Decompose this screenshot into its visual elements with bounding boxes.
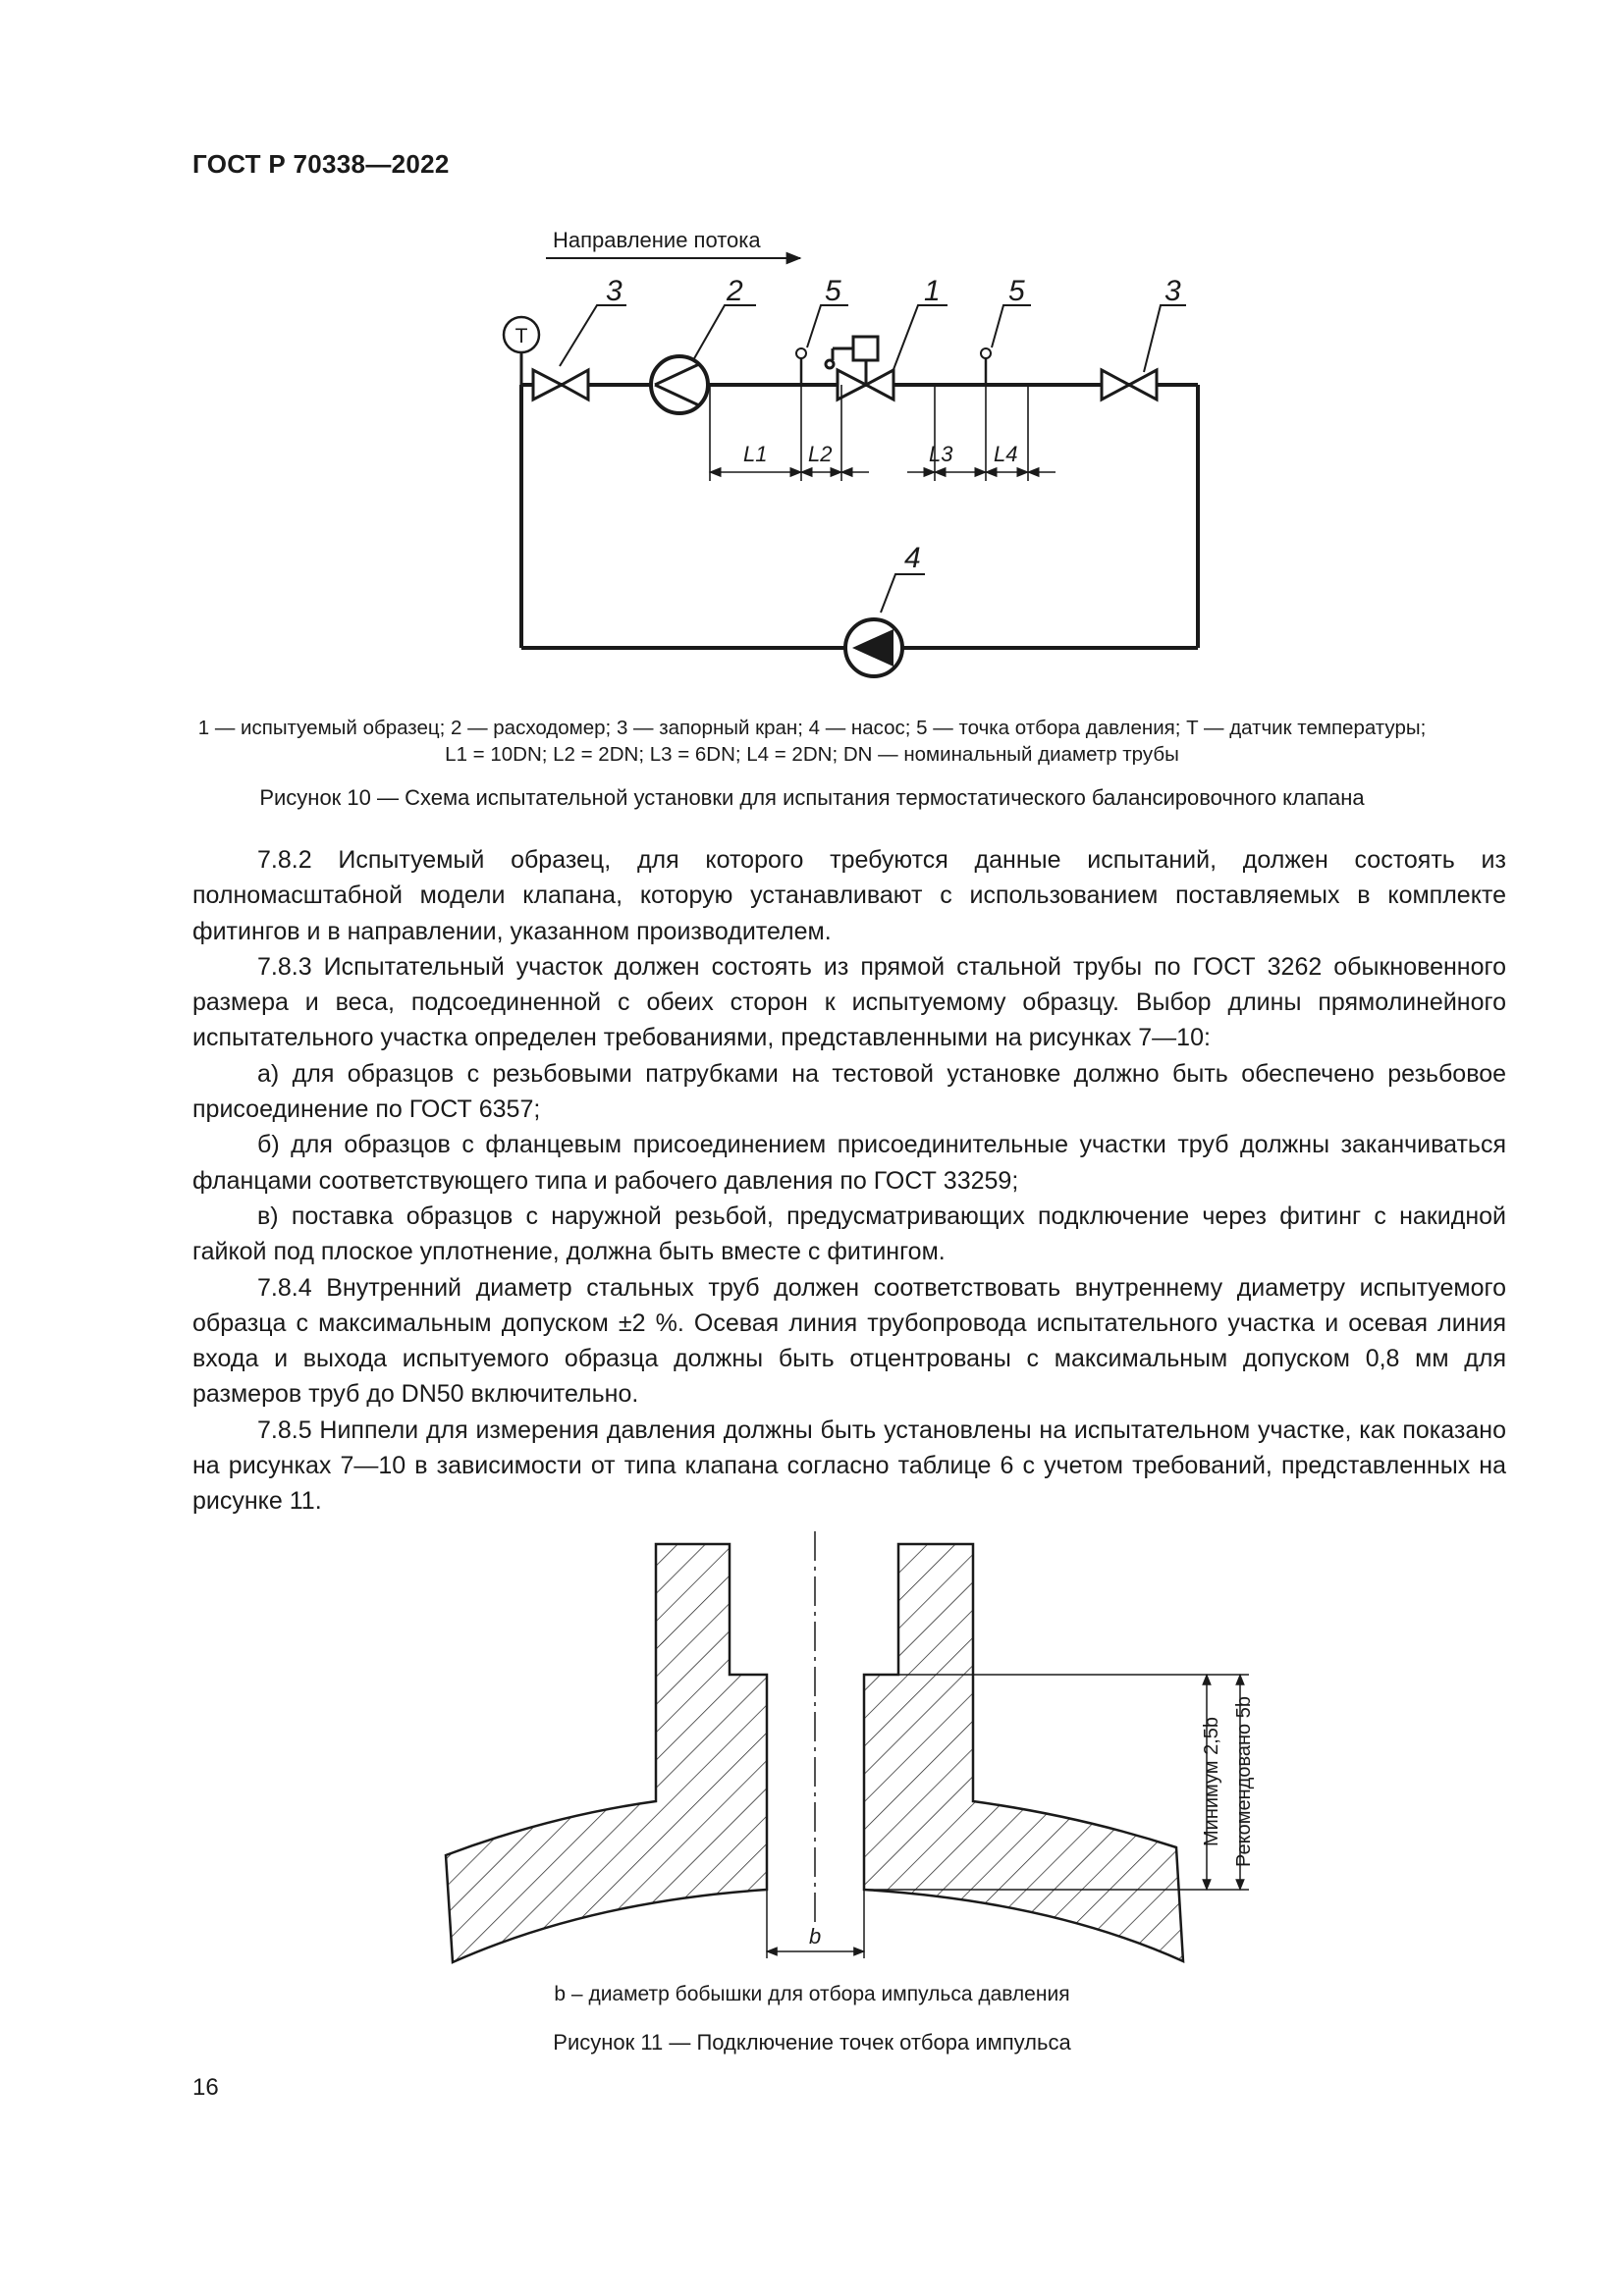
dim-l4: L4 — [994, 442, 1018, 466]
callout-4: 4 — [904, 542, 921, 574]
callout-3-right: 3 — [1164, 275, 1181, 307]
fitting-body-left — [446, 1544, 767, 1962]
figure-10-caption: Рисунок 10 — Схема испытательной установки для испытания термостатического балансировочного клапана — [259, 785, 1365, 810]
document-header: ГОСТ Р 70338—2022 — [192, 149, 450, 179]
pump-icon — [845, 619, 902, 676]
fitting-body-right — [864, 1544, 1183, 1961]
figure-11-diagram — [0, 1512, 1624, 2002]
dim-b: b — [809, 1924, 822, 1949]
shutoff-valve-left-icon — [533, 370, 588, 400]
paragraph-7-8-3-a: а) для образцов с резьбовыми патрубками на тестовой установке должно быть обеспечено резьбовое присоединение по ГОСТ 6357; — [192, 1059, 1506, 1124]
figure-10-diagram — [0, 216, 1624, 707]
paragraph-7-8-3-b: б) для образцов с фланцевым присоединением присоединительные участки труб должны заканчиваться фланцами соответствующего типа и рабочего давления по ГОСТ 33259; — [192, 1131, 1506, 1195]
body-text — [192, 842, 1506, 1520]
callout-1: 1 — [924, 275, 941, 307]
dim-l1: L1 — [743, 442, 768, 466]
pressure-tap-icon — [981, 348, 991, 358]
dim-recommended: Рекомендовано 5b — [1233, 1696, 1255, 1867]
pipe-loop — [521, 385, 1198, 648]
paragraph-7-8-4: 7.8.4 Внутренний диаметр стальных труб должен соответствовать внутреннему диаметру испытуемого образца с максимальным допуском ±2 %. Осевая линия трубопровода испытательного участка и осевая линия входа и выхода испытуемого образца должны быть отцентрованы с максимальным допуском 0,8 мм для размеров труб до DN50 включительно. — [192, 1273, 1506, 1409]
callout-5-right: 5 — [1008, 275, 1025, 307]
dim-l3: L3 — [929, 442, 953, 466]
thermostatic-valve-icon — [826, 337, 893, 400]
pressure-tap-icon — [796, 348, 806, 358]
legend-line-2: L1 = 10DN; L2 = 2DN; L3 = 6DN; L4 = 2DN; DN — номинальный диаметр трубы — [445, 743, 1179, 766]
legend-line-1: 1 — испытуемый образец; 2 — расходомер; 3 — запорный кран; 4 — насос; 5 — точка отбора давления; T — датчик температуры; — [197, 717, 1427, 739]
dimension-lines — [710, 385, 1056, 481]
temperature-sensor-label: T — [514, 325, 528, 347]
figure-10-legend — [147, 715, 1477, 768]
figure-11-caption: Рисунок 11 — Подключение точек отбора импульса — [553, 2030, 1071, 2055]
dim-minimum: Минимум 2,5b — [1201, 1716, 1222, 1847]
callout-5-left: 5 — [825, 275, 841, 307]
callout-3-left: 3 — [606, 275, 623, 307]
flowmeter-icon — [651, 356, 708, 413]
paragraph-7-8-3: 7.8.3 Испытательный участок должен состоять из прямой стальной трубы по ГОСТ 3262 обыкновенного размера и веса, подсоединенной с обеих сторон к испытуемому образцу. Выбор длины прямолинейного испытательного участка определен требованиями, представленными на рисунках 7—10: — [192, 952, 1506, 1052]
flow-direction-label: Направление потока — [553, 228, 761, 252]
page-number: 16 — [192, 2074, 219, 2101]
paragraph-7-8-5: 7.8.5 Ниппели для измерения давления должны быть установлены на испытательном участке, как показано на рисунках 7—10 в зависимости от типа клапана согласно таблице 6 с учетом требований, представленных на рисунке 11. — [192, 1415, 1506, 1516]
figure-11-note: b – диаметр бобышки для отбора импульса давления — [554, 1983, 1070, 2005]
paragraph-7-8-2: 7.8.2 Испытуемый образец, для которого требуются данные испытаний, должен состоять из полномасштабной модели клапана, которую устанавливают с использованием поставляемых в комплекте фитингов и в направлении, указанном производителем. — [192, 846, 1506, 945]
paragraph-7-8-3-v: в) поставка образцов с наружной резьбой, предусматривающих подключение через фитинг с накидной гайкой под плоское уплотнение, должна быть вместе с фитингом. — [192, 1201, 1506, 1266]
shutoff-valve-right-icon — [1102, 370, 1157, 400]
callout-2: 2 — [727, 275, 743, 307]
dim-l2: L2 — [808, 442, 833, 466]
